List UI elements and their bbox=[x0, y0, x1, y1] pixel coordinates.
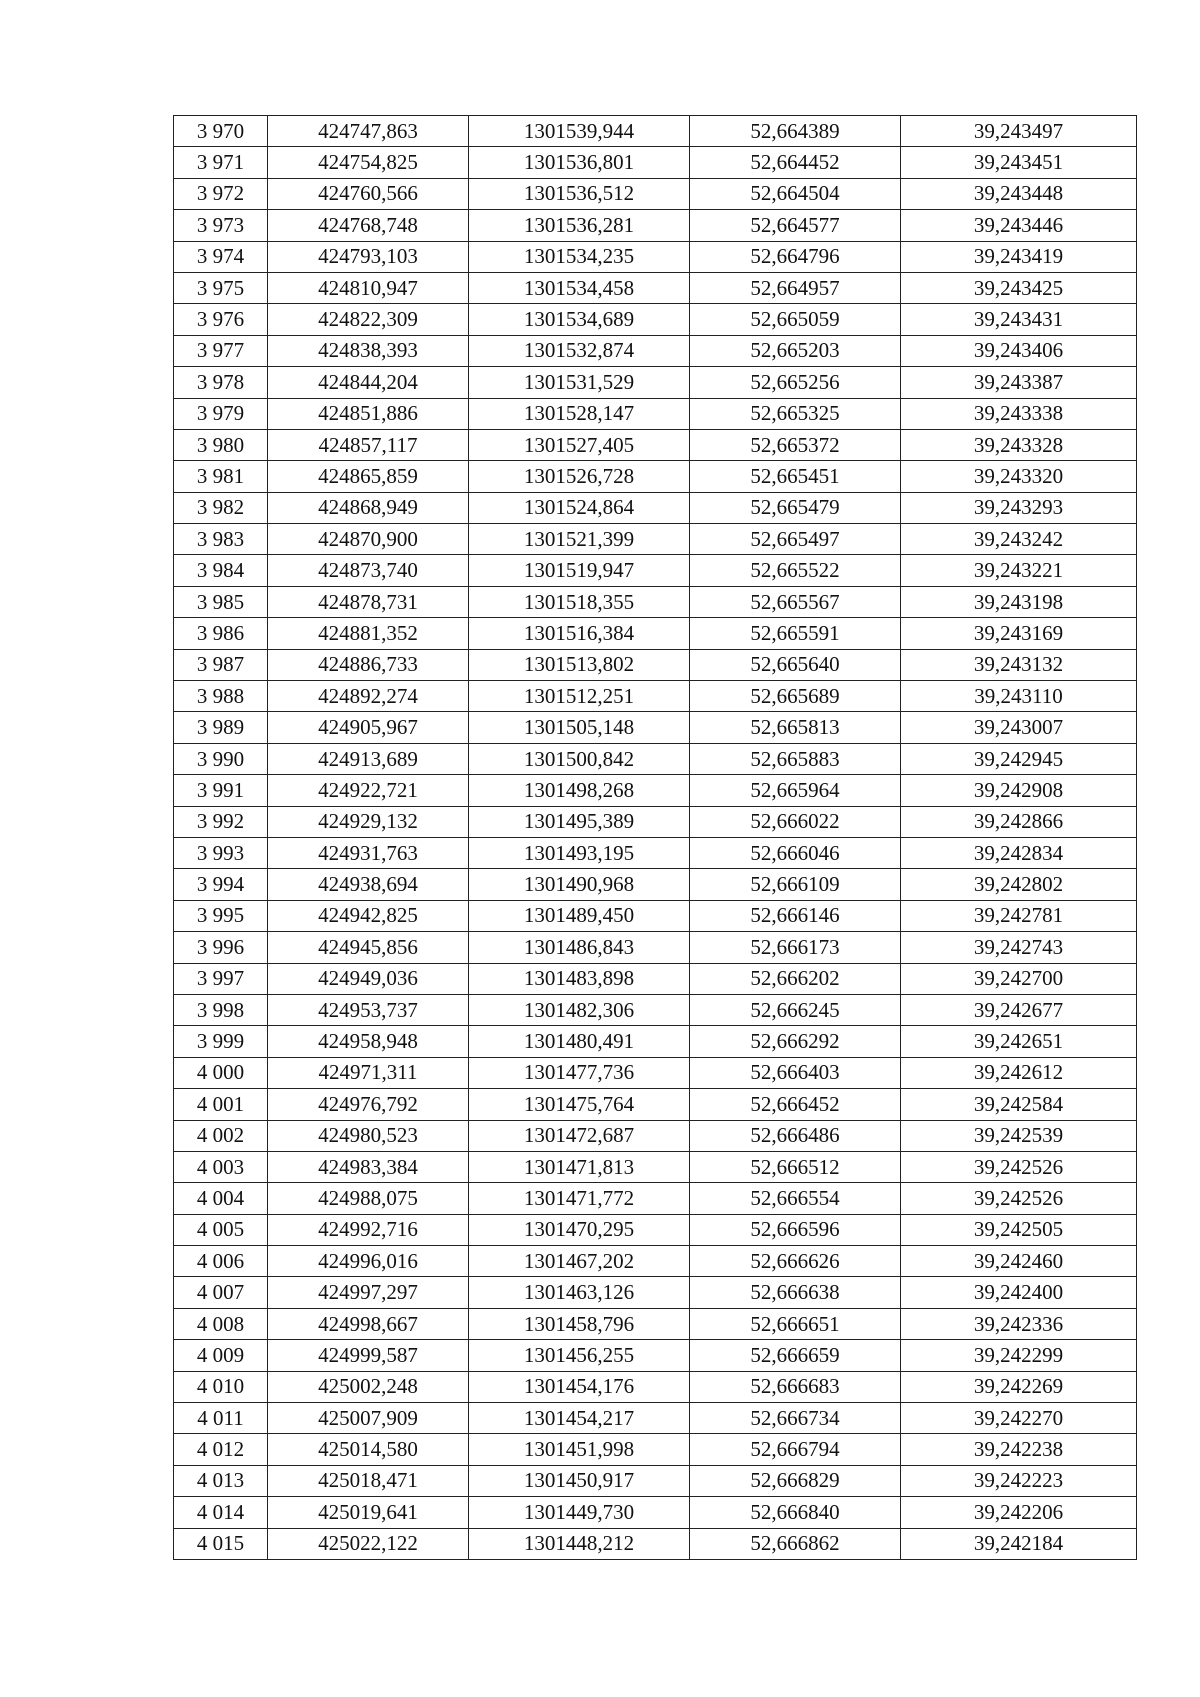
x-coordinate-cell: 424942,825 bbox=[268, 900, 469, 931]
point-number-cell: 3 996 bbox=[174, 932, 268, 963]
y-coordinate-cell: 1301534,689 bbox=[469, 304, 690, 335]
latitude-cell: 52,666554 bbox=[690, 1183, 901, 1214]
point-number-cell: 3 977 bbox=[174, 335, 268, 366]
y-coordinate-cell: 1301536,801 bbox=[469, 147, 690, 178]
x-coordinate-cell: 424768,748 bbox=[268, 210, 469, 241]
table-row bbox=[174, 963, 1137, 994]
point-number-cell: 4 010 bbox=[174, 1371, 268, 1402]
x-coordinate-cell: 424822,309 bbox=[268, 304, 469, 335]
table-row bbox=[174, 524, 1137, 555]
x-coordinate-cell: 424931,763 bbox=[268, 837, 469, 868]
table-row bbox=[174, 1308, 1137, 1339]
latitude-cell: 52,666146 bbox=[690, 900, 901, 931]
latitude-cell: 52,666109 bbox=[690, 869, 901, 900]
x-coordinate-cell: 424998,667 bbox=[268, 1308, 469, 1339]
latitude-cell: 52,666651 bbox=[690, 1308, 901, 1339]
y-coordinate-cell: 1301477,736 bbox=[469, 1057, 690, 1088]
longitude-cell: 39,243387 bbox=[901, 367, 1137, 398]
longitude-cell: 39,242539 bbox=[901, 1120, 1137, 1151]
y-coordinate-cell: 1301450,917 bbox=[469, 1465, 690, 1496]
latitude-cell: 52,666403 bbox=[690, 1057, 901, 1088]
point-number-cell: 4 008 bbox=[174, 1308, 268, 1339]
longitude-cell: 39,242945 bbox=[901, 743, 1137, 774]
point-number-cell: 3 993 bbox=[174, 837, 268, 868]
x-coordinate-cell: 424838,393 bbox=[268, 335, 469, 366]
latitude-cell: 52,665591 bbox=[690, 618, 901, 649]
latitude-cell: 52,665059 bbox=[690, 304, 901, 335]
y-coordinate-cell: 1301458,796 bbox=[469, 1308, 690, 1339]
x-coordinate-cell: 425019,641 bbox=[268, 1497, 469, 1528]
point-number-cell: 4 005 bbox=[174, 1214, 268, 1245]
table-row bbox=[174, 1528, 1137, 1559]
x-coordinate-cell: 424922,721 bbox=[268, 775, 469, 806]
longitude-cell: 39,242270 bbox=[901, 1403, 1137, 1434]
x-coordinate-cell: 424754,825 bbox=[268, 147, 469, 178]
x-coordinate-cell: 424976,792 bbox=[268, 1089, 469, 1120]
y-coordinate-cell: 1301454,217 bbox=[469, 1403, 690, 1434]
y-coordinate-cell: 1301521,399 bbox=[469, 524, 690, 555]
point-number-cell: 3 994 bbox=[174, 869, 268, 900]
point-number-cell: 4 007 bbox=[174, 1277, 268, 1308]
point-number-cell: 3 991 bbox=[174, 775, 268, 806]
table-row bbox=[174, 712, 1137, 743]
longitude-cell: 39,243242 bbox=[901, 524, 1137, 555]
x-coordinate-cell: 424857,117 bbox=[268, 429, 469, 460]
longitude-cell: 39,243293 bbox=[901, 492, 1137, 523]
table-row bbox=[174, 272, 1137, 303]
latitude-cell: 52,666626 bbox=[690, 1246, 901, 1277]
latitude-cell: 52,666173 bbox=[690, 932, 901, 963]
longitude-cell: 39,242866 bbox=[901, 806, 1137, 837]
latitude-cell: 52,666022 bbox=[690, 806, 901, 837]
table-row bbox=[174, 586, 1137, 617]
y-coordinate-cell: 1301482,306 bbox=[469, 994, 690, 1025]
latitude-cell: 52,666794 bbox=[690, 1434, 901, 1465]
x-coordinate-cell: 424886,733 bbox=[268, 649, 469, 680]
x-coordinate-cell: 424760,566 bbox=[268, 178, 469, 209]
table-row bbox=[174, 1246, 1137, 1277]
x-coordinate-cell: 424929,132 bbox=[268, 806, 469, 837]
longitude-cell: 39,242299 bbox=[901, 1340, 1137, 1371]
x-coordinate-cell: 425018,471 bbox=[268, 1465, 469, 1496]
longitude-cell: 39,243007 bbox=[901, 712, 1137, 743]
point-number-cell: 3 990 bbox=[174, 743, 268, 774]
table-row bbox=[174, 178, 1137, 209]
y-coordinate-cell: 1301536,281 bbox=[469, 210, 690, 241]
x-coordinate-cell: 424868,949 bbox=[268, 492, 469, 523]
point-number-cell: 4 012 bbox=[174, 1434, 268, 1465]
latitude-cell: 52,665813 bbox=[690, 712, 901, 743]
table-row bbox=[174, 429, 1137, 460]
table-row bbox=[174, 1057, 1137, 1088]
point-number-cell: 3 987 bbox=[174, 649, 268, 680]
longitude-cell: 39,242651 bbox=[901, 1026, 1137, 1057]
latitude-cell: 52,666829 bbox=[690, 1465, 901, 1496]
table-row bbox=[174, 743, 1137, 774]
latitude-cell: 52,665497 bbox=[690, 524, 901, 555]
x-coordinate-cell: 425022,122 bbox=[268, 1528, 469, 1559]
x-coordinate-cell: 425007,909 bbox=[268, 1403, 469, 1434]
latitude-cell: 52,665883 bbox=[690, 743, 901, 774]
point-number-cell: 3 979 bbox=[174, 398, 268, 429]
table-row bbox=[174, 1089, 1137, 1120]
x-coordinate-cell: 424997,297 bbox=[268, 1277, 469, 1308]
x-coordinate-cell: 424865,859 bbox=[268, 461, 469, 492]
table-row bbox=[174, 1434, 1137, 1465]
y-coordinate-cell: 1301534,458 bbox=[469, 272, 690, 303]
longitude-cell: 39,243451 bbox=[901, 147, 1137, 178]
table-row bbox=[174, 618, 1137, 649]
x-coordinate-cell: 424971,311 bbox=[268, 1057, 469, 1088]
x-coordinate-cell: 424747,863 bbox=[268, 116, 469, 147]
latitude-cell: 52,666046 bbox=[690, 837, 901, 868]
point-number-cell: 4 002 bbox=[174, 1120, 268, 1151]
latitude-cell: 52,665203 bbox=[690, 335, 901, 366]
table-row bbox=[174, 398, 1137, 429]
table-row bbox=[174, 492, 1137, 523]
latitude-cell: 52,665522 bbox=[690, 555, 901, 586]
x-coordinate-cell: 424913,689 bbox=[268, 743, 469, 774]
table-row bbox=[174, 1151, 1137, 1182]
y-coordinate-cell: 1301539,944 bbox=[469, 116, 690, 147]
x-coordinate-cell: 424870,900 bbox=[268, 524, 469, 555]
x-coordinate-cell: 424851,886 bbox=[268, 398, 469, 429]
point-number-cell: 3 973 bbox=[174, 210, 268, 241]
latitude-cell: 52,664957 bbox=[690, 272, 901, 303]
longitude-cell: 39,243320 bbox=[901, 461, 1137, 492]
point-number-cell: 3 988 bbox=[174, 681, 268, 712]
y-coordinate-cell: 1301451,998 bbox=[469, 1434, 690, 1465]
table-row bbox=[174, 932, 1137, 963]
latitude-cell: 52,665567 bbox=[690, 586, 901, 617]
coordinates-table-body bbox=[174, 116, 1137, 1560]
table-row bbox=[174, 210, 1137, 241]
longitude-cell: 39,242584 bbox=[901, 1089, 1137, 1120]
y-coordinate-cell: 1301449,730 bbox=[469, 1497, 690, 1528]
y-coordinate-cell: 1301532,874 bbox=[469, 335, 690, 366]
table-row bbox=[174, 1277, 1137, 1308]
y-coordinate-cell: 1301534,235 bbox=[469, 241, 690, 272]
y-coordinate-cell: 1301531,529 bbox=[469, 367, 690, 398]
x-coordinate-cell: 424992,716 bbox=[268, 1214, 469, 1245]
longitude-cell: 39,242700 bbox=[901, 963, 1137, 994]
point-number-cell: 3 984 bbox=[174, 555, 268, 586]
table-row bbox=[174, 681, 1137, 712]
y-coordinate-cell: 1301500,842 bbox=[469, 743, 690, 774]
x-coordinate-cell: 424958,948 bbox=[268, 1026, 469, 1057]
table-row bbox=[174, 775, 1137, 806]
x-coordinate-cell: 424873,740 bbox=[268, 555, 469, 586]
y-coordinate-cell: 1301483,898 bbox=[469, 963, 690, 994]
x-coordinate-cell: 424810,947 bbox=[268, 272, 469, 303]
longitude-cell: 39,243425 bbox=[901, 272, 1137, 303]
latitude-cell: 52,665479 bbox=[690, 492, 901, 523]
longitude-cell: 39,242269 bbox=[901, 1371, 1137, 1402]
point-number-cell: 3 974 bbox=[174, 241, 268, 272]
table-row bbox=[174, 241, 1137, 272]
longitude-cell: 39,243448 bbox=[901, 178, 1137, 209]
longitude-cell: 39,242834 bbox=[901, 837, 1137, 868]
latitude-cell: 52,666862 bbox=[690, 1528, 901, 1559]
longitude-cell: 39,242460 bbox=[901, 1246, 1137, 1277]
x-coordinate-cell: 424938,694 bbox=[268, 869, 469, 900]
table-row bbox=[174, 1026, 1137, 1057]
longitude-cell: 39,242505 bbox=[901, 1214, 1137, 1245]
point-number-cell: 3 972 bbox=[174, 178, 268, 209]
point-number-cell: 4 015 bbox=[174, 1528, 268, 1559]
latitude-cell: 52,665689 bbox=[690, 681, 901, 712]
longitude-cell: 39,242743 bbox=[901, 932, 1137, 963]
point-number-cell: 3 975 bbox=[174, 272, 268, 303]
y-coordinate-cell: 1301480,491 bbox=[469, 1026, 690, 1057]
table-row bbox=[174, 806, 1137, 837]
y-coordinate-cell: 1301516,384 bbox=[469, 618, 690, 649]
point-number-cell: 3 971 bbox=[174, 147, 268, 178]
longitude-cell: 39,243446 bbox=[901, 210, 1137, 241]
y-coordinate-cell: 1301489,450 bbox=[469, 900, 690, 931]
point-number-cell: 4 001 bbox=[174, 1089, 268, 1120]
latitude-cell: 52,666292 bbox=[690, 1026, 901, 1057]
table-row bbox=[174, 367, 1137, 398]
y-coordinate-cell: 1301448,212 bbox=[469, 1528, 690, 1559]
longitude-cell: 39,242223 bbox=[901, 1465, 1137, 1496]
latitude-cell: 52,666683 bbox=[690, 1371, 901, 1402]
point-number-cell: 3 999 bbox=[174, 1026, 268, 1057]
latitude-cell: 52,665964 bbox=[690, 775, 901, 806]
x-coordinate-cell: 424949,036 bbox=[268, 963, 469, 994]
point-number-cell: 4 014 bbox=[174, 1497, 268, 1528]
longitude-cell: 39,242612 bbox=[901, 1057, 1137, 1088]
latitude-cell: 52,666486 bbox=[690, 1120, 901, 1151]
table-row bbox=[174, 900, 1137, 931]
latitude-cell: 52,666512 bbox=[690, 1151, 901, 1182]
longitude-cell: 39,243497 bbox=[901, 116, 1137, 147]
longitude-cell: 39,242781 bbox=[901, 900, 1137, 931]
point-number-cell: 3 992 bbox=[174, 806, 268, 837]
longitude-cell: 39,242677 bbox=[901, 994, 1137, 1025]
point-number-cell: 3 998 bbox=[174, 994, 268, 1025]
x-coordinate-cell: 424892,274 bbox=[268, 681, 469, 712]
point-number-cell: 3 978 bbox=[174, 367, 268, 398]
longitude-cell: 39,243431 bbox=[901, 304, 1137, 335]
latitude-cell: 52,666202 bbox=[690, 963, 901, 994]
point-number-cell: 3 995 bbox=[174, 900, 268, 931]
table-row bbox=[174, 461, 1137, 492]
latitude-cell: 52,666659 bbox=[690, 1340, 901, 1371]
x-coordinate-cell: 424844,204 bbox=[268, 367, 469, 398]
x-coordinate-cell: 424988,075 bbox=[268, 1183, 469, 1214]
point-number-cell: 3 983 bbox=[174, 524, 268, 555]
point-number-cell: 3 989 bbox=[174, 712, 268, 743]
point-number-cell: 4 004 bbox=[174, 1183, 268, 1214]
y-coordinate-cell: 1301518,355 bbox=[469, 586, 690, 617]
table-row bbox=[174, 1120, 1137, 1151]
y-coordinate-cell: 1301456,255 bbox=[469, 1340, 690, 1371]
x-coordinate-cell: 424793,103 bbox=[268, 241, 469, 272]
y-coordinate-cell: 1301513,802 bbox=[469, 649, 690, 680]
latitude-cell: 52,666840 bbox=[690, 1497, 901, 1528]
point-number-cell: 4 000 bbox=[174, 1057, 268, 1088]
table-row bbox=[174, 649, 1137, 680]
latitude-cell: 52,666596 bbox=[690, 1214, 901, 1245]
point-number-cell: 3 980 bbox=[174, 429, 268, 460]
y-coordinate-cell: 1301527,405 bbox=[469, 429, 690, 460]
table-row bbox=[174, 116, 1137, 147]
latitude-cell: 52,664452 bbox=[690, 147, 901, 178]
point-number-cell: 4 009 bbox=[174, 1340, 268, 1371]
longitude-cell: 39,243221 bbox=[901, 555, 1137, 586]
table-row bbox=[174, 837, 1137, 868]
table-row bbox=[174, 555, 1137, 586]
table-row bbox=[174, 335, 1137, 366]
y-coordinate-cell: 1301486,843 bbox=[469, 932, 690, 963]
y-coordinate-cell: 1301498,268 bbox=[469, 775, 690, 806]
longitude-cell: 39,242238 bbox=[901, 1434, 1137, 1465]
longitude-cell: 39,242336 bbox=[901, 1308, 1137, 1339]
latitude-cell: 52,666245 bbox=[690, 994, 901, 1025]
table-row bbox=[174, 147, 1137, 178]
point-number-cell: 3 982 bbox=[174, 492, 268, 523]
latitude-cell: 52,664796 bbox=[690, 241, 901, 272]
coordinates-table bbox=[173, 115, 1137, 1560]
x-coordinate-cell: 425002,248 bbox=[268, 1371, 469, 1402]
latitude-cell: 52,664504 bbox=[690, 178, 901, 209]
longitude-cell: 39,243406 bbox=[901, 335, 1137, 366]
x-coordinate-cell: 424983,384 bbox=[268, 1151, 469, 1182]
y-coordinate-cell: 1301524,864 bbox=[469, 492, 690, 523]
y-coordinate-cell: 1301470,295 bbox=[469, 1214, 690, 1245]
y-coordinate-cell: 1301472,687 bbox=[469, 1120, 690, 1151]
point-number-cell: 3 985 bbox=[174, 586, 268, 617]
latitude-cell: 52,664389 bbox=[690, 116, 901, 147]
longitude-cell: 39,242400 bbox=[901, 1277, 1137, 1308]
x-coordinate-cell: 424996,016 bbox=[268, 1246, 469, 1277]
y-coordinate-cell: 1301493,195 bbox=[469, 837, 690, 868]
y-coordinate-cell: 1301490,968 bbox=[469, 869, 690, 900]
longitude-cell: 39,243419 bbox=[901, 241, 1137, 272]
longitude-cell: 39,242526 bbox=[901, 1183, 1137, 1214]
y-coordinate-cell: 1301467,202 bbox=[469, 1246, 690, 1277]
point-number-cell: 3 997 bbox=[174, 963, 268, 994]
longitude-cell: 39,243110 bbox=[901, 681, 1137, 712]
latitude-cell: 52,665256 bbox=[690, 367, 901, 398]
latitude-cell: 52,666638 bbox=[690, 1277, 901, 1308]
y-coordinate-cell: 1301495,389 bbox=[469, 806, 690, 837]
latitude-cell: 52,664577 bbox=[690, 210, 901, 241]
x-coordinate-cell: 424999,587 bbox=[268, 1340, 469, 1371]
latitude-cell: 52,666734 bbox=[690, 1403, 901, 1434]
longitude-cell: 39,242184 bbox=[901, 1528, 1137, 1559]
longitude-cell: 39,243338 bbox=[901, 398, 1137, 429]
table-row bbox=[174, 994, 1137, 1025]
longitude-cell: 39,242206 bbox=[901, 1497, 1137, 1528]
latitude-cell: 52,665640 bbox=[690, 649, 901, 680]
longitude-cell: 39,242908 bbox=[901, 775, 1137, 806]
point-number-cell: 3 976 bbox=[174, 304, 268, 335]
x-coordinate-cell: 425014,580 bbox=[268, 1434, 469, 1465]
y-coordinate-cell: 1301526,728 bbox=[469, 461, 690, 492]
y-coordinate-cell: 1301512,251 bbox=[469, 681, 690, 712]
point-number-cell: 3 981 bbox=[174, 461, 268, 492]
x-coordinate-cell: 424980,523 bbox=[268, 1120, 469, 1151]
table-row bbox=[174, 1497, 1137, 1528]
point-number-cell: 3 970 bbox=[174, 116, 268, 147]
latitude-cell: 52,665451 bbox=[690, 461, 901, 492]
x-coordinate-cell: 424878,731 bbox=[268, 586, 469, 617]
latitude-cell: 52,666452 bbox=[690, 1089, 901, 1120]
y-coordinate-cell: 1301471,772 bbox=[469, 1183, 690, 1214]
longitude-cell: 39,242526 bbox=[901, 1151, 1137, 1182]
longitude-cell: 39,243132 bbox=[901, 649, 1137, 680]
y-coordinate-cell: 1301475,764 bbox=[469, 1089, 690, 1120]
x-coordinate-cell: 424945,856 bbox=[268, 932, 469, 963]
longitude-cell: 39,242802 bbox=[901, 869, 1137, 900]
latitude-cell: 52,665325 bbox=[690, 398, 901, 429]
point-number-cell: 4 003 bbox=[174, 1151, 268, 1182]
table-row bbox=[174, 869, 1137, 900]
y-coordinate-cell: 1301463,126 bbox=[469, 1277, 690, 1308]
x-coordinate-cell: 424953,737 bbox=[268, 994, 469, 1025]
x-coordinate-cell: 424905,967 bbox=[268, 712, 469, 743]
latitude-cell: 52,665372 bbox=[690, 429, 901, 460]
table-row bbox=[174, 1214, 1137, 1245]
table-row bbox=[174, 1403, 1137, 1434]
y-coordinate-cell: 1301505,148 bbox=[469, 712, 690, 743]
y-coordinate-cell: 1301528,147 bbox=[469, 398, 690, 429]
x-coordinate-cell: 424881,352 bbox=[268, 618, 469, 649]
point-number-cell: 4 011 bbox=[174, 1403, 268, 1434]
point-number-cell: 4 013 bbox=[174, 1465, 268, 1496]
table-row bbox=[174, 1371, 1137, 1402]
table-row bbox=[174, 304, 1137, 335]
table-row bbox=[174, 1340, 1137, 1371]
longitude-cell: 39,243198 bbox=[901, 586, 1137, 617]
table-row bbox=[174, 1183, 1137, 1214]
y-coordinate-cell: 1301454,176 bbox=[469, 1371, 690, 1402]
longitude-cell: 39,243169 bbox=[901, 618, 1137, 649]
y-coordinate-cell: 1301519,947 bbox=[469, 555, 690, 586]
y-coordinate-cell: 1301471,813 bbox=[469, 1151, 690, 1182]
table-row bbox=[174, 1465, 1137, 1496]
point-number-cell: 3 986 bbox=[174, 618, 268, 649]
point-number-cell: 4 006 bbox=[174, 1246, 268, 1277]
y-coordinate-cell: 1301536,512 bbox=[469, 178, 690, 209]
longitude-cell: 39,243328 bbox=[901, 429, 1137, 460]
